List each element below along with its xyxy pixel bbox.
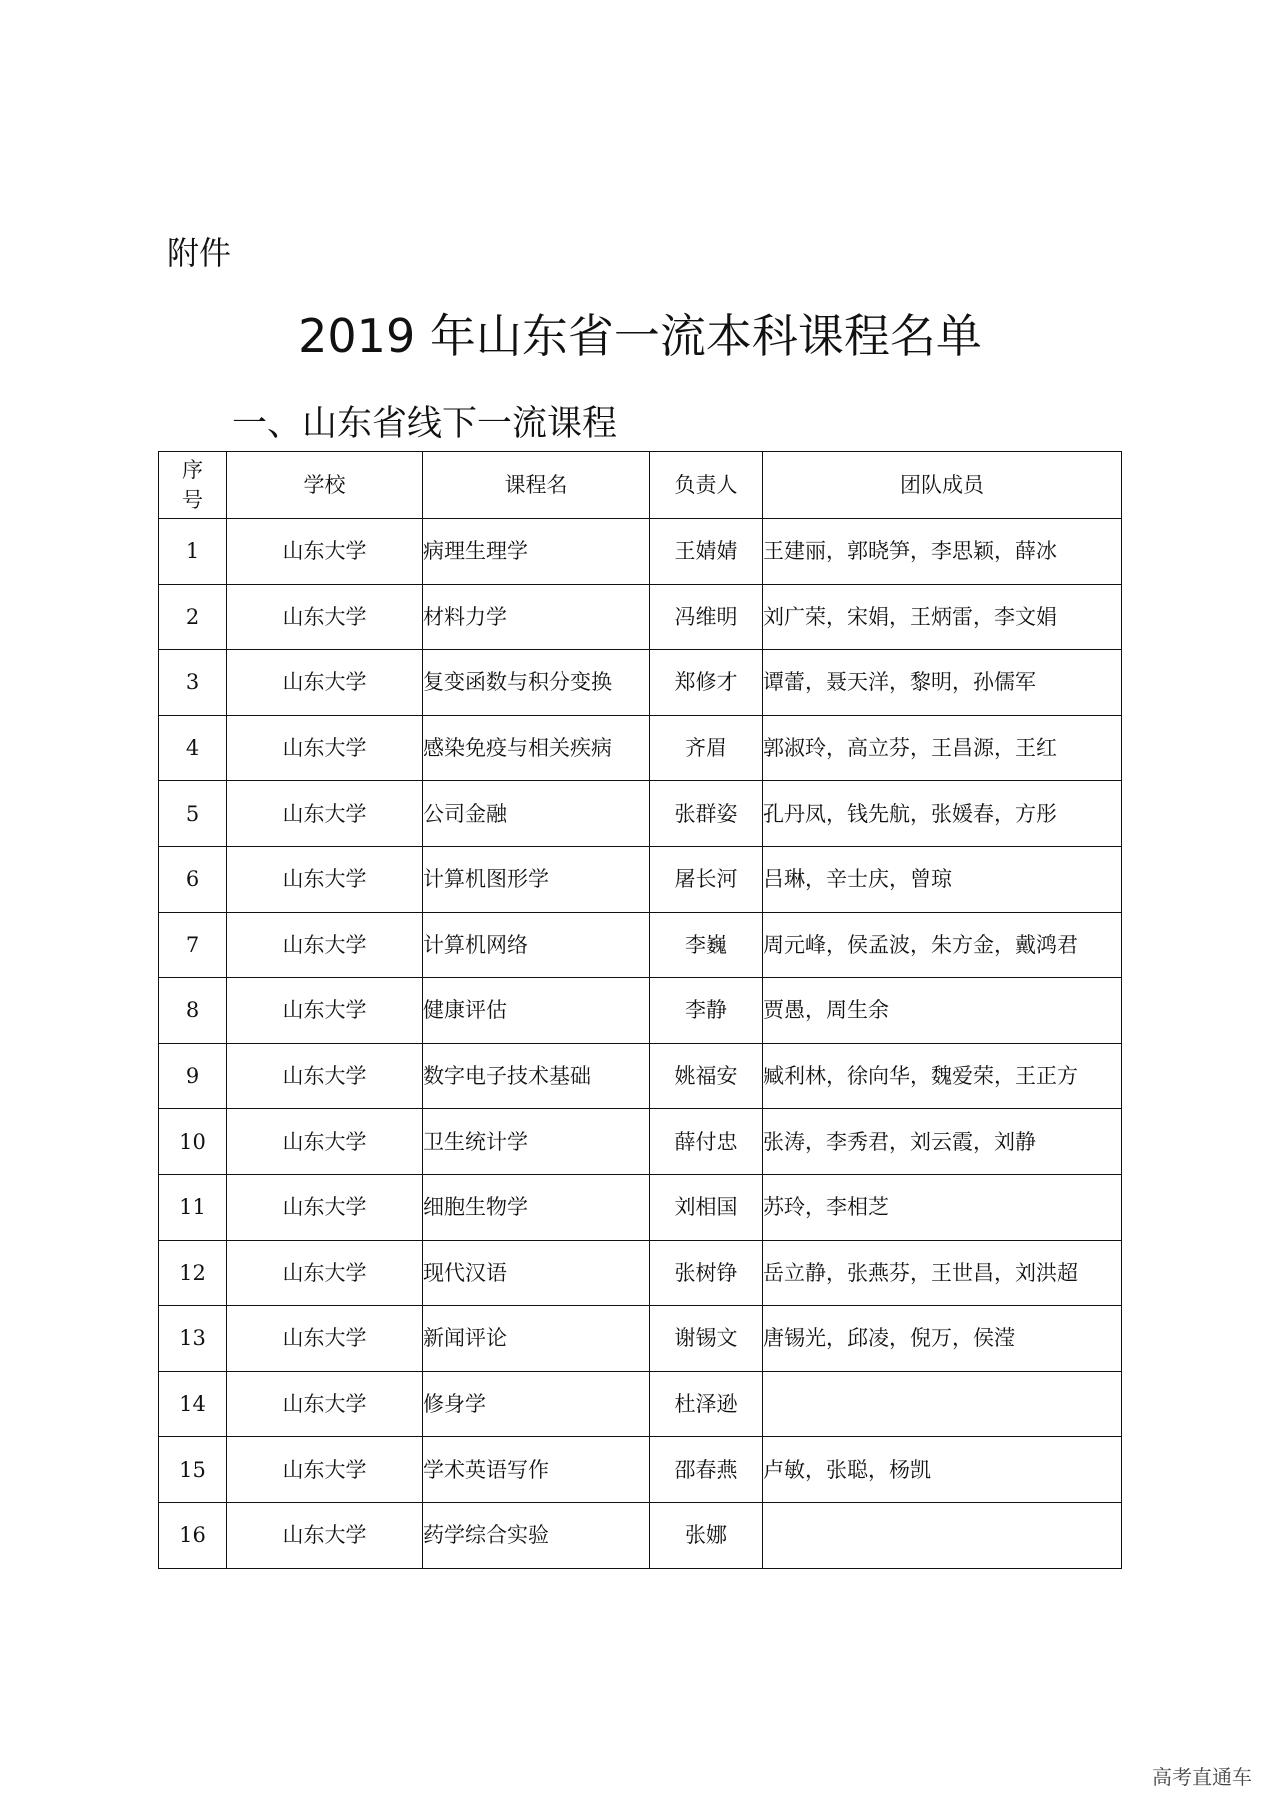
cell-school: 山东大学 xyxy=(227,1371,423,1437)
cell-school: 山东大学 xyxy=(227,650,423,716)
cell-leader: 王婧婧 xyxy=(650,519,763,585)
cell-seq: 7 xyxy=(159,912,227,978)
cell-seq: 8 xyxy=(159,978,227,1044)
document-title: 2019 年山东省一流本科课程名单 xyxy=(298,309,982,363)
table-row xyxy=(159,1174,1122,1240)
cell-seq: 5 xyxy=(159,781,227,847)
cell-members: 臧利林，徐向华，魏爱荣，王正方 xyxy=(763,1043,1122,1109)
watermark: 高考直通车 xyxy=(1152,1765,1252,1789)
cell-seq: 1 xyxy=(159,519,227,585)
table-row xyxy=(159,912,1122,978)
cell-school: 山东大学 xyxy=(227,912,423,978)
table-row xyxy=(159,584,1122,650)
cell-school: 山东大学 xyxy=(227,781,423,847)
cell-course: 公司金融 xyxy=(423,781,650,847)
cell-leader: 薛付忠 xyxy=(650,1109,763,1175)
cell-members: 刘广荣，宋娟，王炳雷，李文娟 xyxy=(763,584,1122,650)
header-members: 团队成员 xyxy=(763,452,1122,519)
cell-leader: 张娜 xyxy=(650,1502,763,1568)
cell-course: 健康评估 xyxy=(423,978,650,1044)
header-course: 课程名 xyxy=(423,452,650,519)
cell-school: 山东大学 xyxy=(227,1174,423,1240)
cell-leader: 屠长河 xyxy=(650,846,763,912)
section-title: 一、山东省线下一流课程 xyxy=(232,404,618,444)
cell-members: 唐锡光，邱凌，倪万，侯滢 xyxy=(763,1306,1122,1372)
cell-leader: 齐眉 xyxy=(650,715,763,781)
cell-seq: 6 xyxy=(159,846,227,912)
table-row xyxy=(159,650,1122,716)
cell-course: 细胞生物学 xyxy=(423,1174,650,1240)
table-row xyxy=(159,1306,1122,1372)
cell-course: 复变函数与积分变换 xyxy=(423,650,650,716)
table-row xyxy=(159,1240,1122,1306)
cell-members: 张涛，李秀君，刘云霞，刘静 xyxy=(763,1109,1122,1175)
cell-seq: 3 xyxy=(159,650,227,716)
cell-members: 岳立静，张燕芬，王世昌，刘洪超 xyxy=(763,1240,1122,1306)
cell-members: 苏玲，李相芝 xyxy=(763,1174,1122,1240)
cell-school: 山东大学 xyxy=(227,1109,423,1175)
cell-leader: 张树铮 xyxy=(650,1240,763,1306)
table-row xyxy=(159,1043,1122,1109)
cell-members: 谭蕾，聂天洋，黎明，孙儒军 xyxy=(763,650,1122,716)
cell-seq: 12 xyxy=(159,1240,227,1306)
table-row xyxy=(159,1371,1122,1437)
cell-school: 山东大学 xyxy=(227,715,423,781)
table-row xyxy=(159,1502,1122,1568)
cell-school: 山东大学 xyxy=(227,1437,423,1503)
cell-course: 计算机图形学 xyxy=(423,846,650,912)
cell-school: 山东大学 xyxy=(227,978,423,1044)
header-school: 学校 xyxy=(227,452,423,519)
cell-course: 现代汉语 xyxy=(423,1240,650,1306)
cell-leader: 杜泽逊 xyxy=(650,1371,763,1437)
table-header-row xyxy=(159,452,1122,519)
cell-leader: 李巍 xyxy=(650,912,763,978)
cell-members xyxy=(763,1371,1122,1437)
cell-school: 山东大学 xyxy=(227,1502,423,1568)
cell-leader: 张群姿 xyxy=(650,781,763,847)
cell-seq: 4 xyxy=(159,715,227,781)
cell-school: 山东大学 xyxy=(227,1043,423,1109)
course-table xyxy=(158,451,1122,1569)
attachment-label: 附件 xyxy=(167,234,232,272)
cell-seq: 2 xyxy=(159,584,227,650)
cell-school: 山东大学 xyxy=(227,1306,423,1372)
cell-seq: 13 xyxy=(159,1306,227,1372)
cell-course: 新闻评论 xyxy=(423,1306,650,1372)
cell-leader: 邵春燕 xyxy=(650,1437,763,1503)
cell-members: 吕琳，辛士庆，曾琼 xyxy=(763,846,1122,912)
cell-seq: 14 xyxy=(159,1371,227,1437)
cell-members: 郭淑玲，高立芬，王昌源，王红 xyxy=(763,715,1122,781)
cell-school: 山东大学 xyxy=(227,1240,423,1306)
cell-members: 周元峰，侯孟波，朱方金，戴鸿君 xyxy=(763,912,1122,978)
cell-course: 药学综合实验 xyxy=(423,1502,650,1568)
table-row xyxy=(159,1109,1122,1175)
cell-school: 山东大学 xyxy=(227,584,423,650)
cell-school: 山东大学 xyxy=(227,519,423,585)
cell-course: 数字电子技术基础 xyxy=(423,1043,650,1109)
cell-leader: 姚福安 xyxy=(650,1043,763,1109)
cell-course: 感染免疫与相关疾病 xyxy=(423,715,650,781)
table-row xyxy=(159,846,1122,912)
cell-seq: 11 xyxy=(159,1174,227,1240)
header-seq xyxy=(159,452,227,519)
table-row xyxy=(159,781,1122,847)
cell-leader: 李静 xyxy=(650,978,763,1044)
table-row xyxy=(159,1437,1122,1503)
cell-course: 学术英语写作 xyxy=(423,1437,650,1503)
cell-course: 修身学 xyxy=(423,1371,650,1437)
header-seq-line2: 号 xyxy=(182,488,203,512)
cell-leader: 刘相国 xyxy=(650,1174,763,1240)
cell-members: 王建丽，郭晓笋，李思颖，薛冰 xyxy=(763,519,1122,585)
cell-members: 贾愚，周生余 xyxy=(763,978,1122,1044)
cell-course: 计算机网络 xyxy=(423,912,650,978)
table-row xyxy=(159,715,1122,781)
table-row xyxy=(159,978,1122,1044)
cell-course: 病理生理学 xyxy=(423,519,650,585)
cell-course: 卫生统计学 xyxy=(423,1109,650,1175)
cell-seq: 10 xyxy=(159,1109,227,1175)
cell-seq: 15 xyxy=(159,1437,227,1503)
cell-members: 卢敏，张聪，杨凯 xyxy=(763,1437,1122,1503)
table-row xyxy=(159,519,1122,585)
header-seq-line1: 序 xyxy=(182,458,203,482)
cell-course: 材料力学 xyxy=(423,584,650,650)
cell-seq: 16 xyxy=(159,1502,227,1568)
cell-members xyxy=(763,1502,1122,1568)
cell-leader: 冯维明 xyxy=(650,584,763,650)
cell-leader: 谢锡文 xyxy=(650,1306,763,1372)
header-leader: 负责人 xyxy=(650,452,763,519)
cell-seq: 9 xyxy=(159,1043,227,1109)
cell-leader: 郑修才 xyxy=(650,650,763,716)
cell-school: 山东大学 xyxy=(227,846,423,912)
cell-members: 孔丹凤，钱先航，张媛春，方彤 xyxy=(763,781,1122,847)
